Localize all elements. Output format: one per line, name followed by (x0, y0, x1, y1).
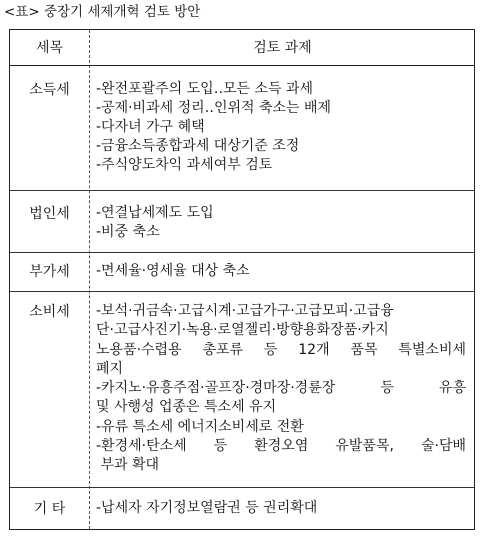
row-divider (10, 291, 474, 292)
list-item: 부과 확대 (96, 457, 159, 474)
table-caption: <표> 중장기 세제개혁 검토 방안 (4, 4, 201, 20)
row-label-vat: 부가세 (29, 264, 70, 280)
list-item: 폐지 (96, 360, 124, 377)
list-item: -연결납세제도 도입 (96, 205, 214, 221)
list-item: -유류 특소세 에너지소비세로 전환 (96, 418, 304, 435)
list-item: -환경세·탄소세 등 환경오염 유발품목, 술·담배 (96, 438, 466, 455)
row-label-corporate-tax: 법인세 (29, 206, 70, 222)
header-col-review-task: 검토 과제 (253, 40, 312, 56)
row-body-corporate-tax (96, 204, 466, 242)
row-divider (10, 487, 474, 488)
list-item: -공제·비과세 정리‥인위적 축소는 배제 (96, 100, 332, 116)
row-label-other: 기 타 (33, 501, 66, 517)
list-item: 노용품·수렵용 총포류 등 12개 품목 특별소비세 (96, 341, 466, 358)
header-col-tax-item: 세목 (35, 40, 64, 56)
list-item: -비중 축소 (96, 224, 160, 240)
header-divider (10, 65, 474, 66)
list-item: -카지노·유흥주점·골프장·경마장·경륜장 등 유흥 (96, 380, 466, 397)
list-item: -금융소득종합과세 대상기준 조정 (96, 138, 300, 154)
row-label-consumption-tax: 소비세 (29, 304, 70, 320)
list-item: 및 사행성 업종은 특소세 유지 (96, 399, 277, 416)
row-body-consumption-tax (96, 302, 466, 476)
list-item: 단·고급사진기·녹용·로열젤리·방향용화장품·카지 (96, 322, 389, 339)
row-body-vat (96, 262, 466, 281)
list-item: -보석·귀금속·고급시계·고급가구·고급모피·고급융 (96, 303, 394, 319)
list-item: -주식양도차익 과세여부 검토 (96, 157, 273, 173)
row-body-other (96, 499, 466, 518)
row-body-income-tax (96, 80, 466, 175)
row-divider (10, 190, 474, 191)
list-item: -면세율·영세율 대상 축소 (96, 263, 250, 279)
list-item: -완전포괄주의 도입‥모든 소득 과세 (96, 81, 314, 97)
list-item: -납세자 자기정보열람권 등 권리확대 (96, 500, 318, 516)
row-label-income-tax: 소득세 (29, 82, 70, 98)
list-item: -다자녀 가구 혜택 (96, 119, 205, 135)
row-divider (10, 252, 474, 253)
review-table (9, 29, 475, 530)
column-divider (89, 30, 90, 529)
